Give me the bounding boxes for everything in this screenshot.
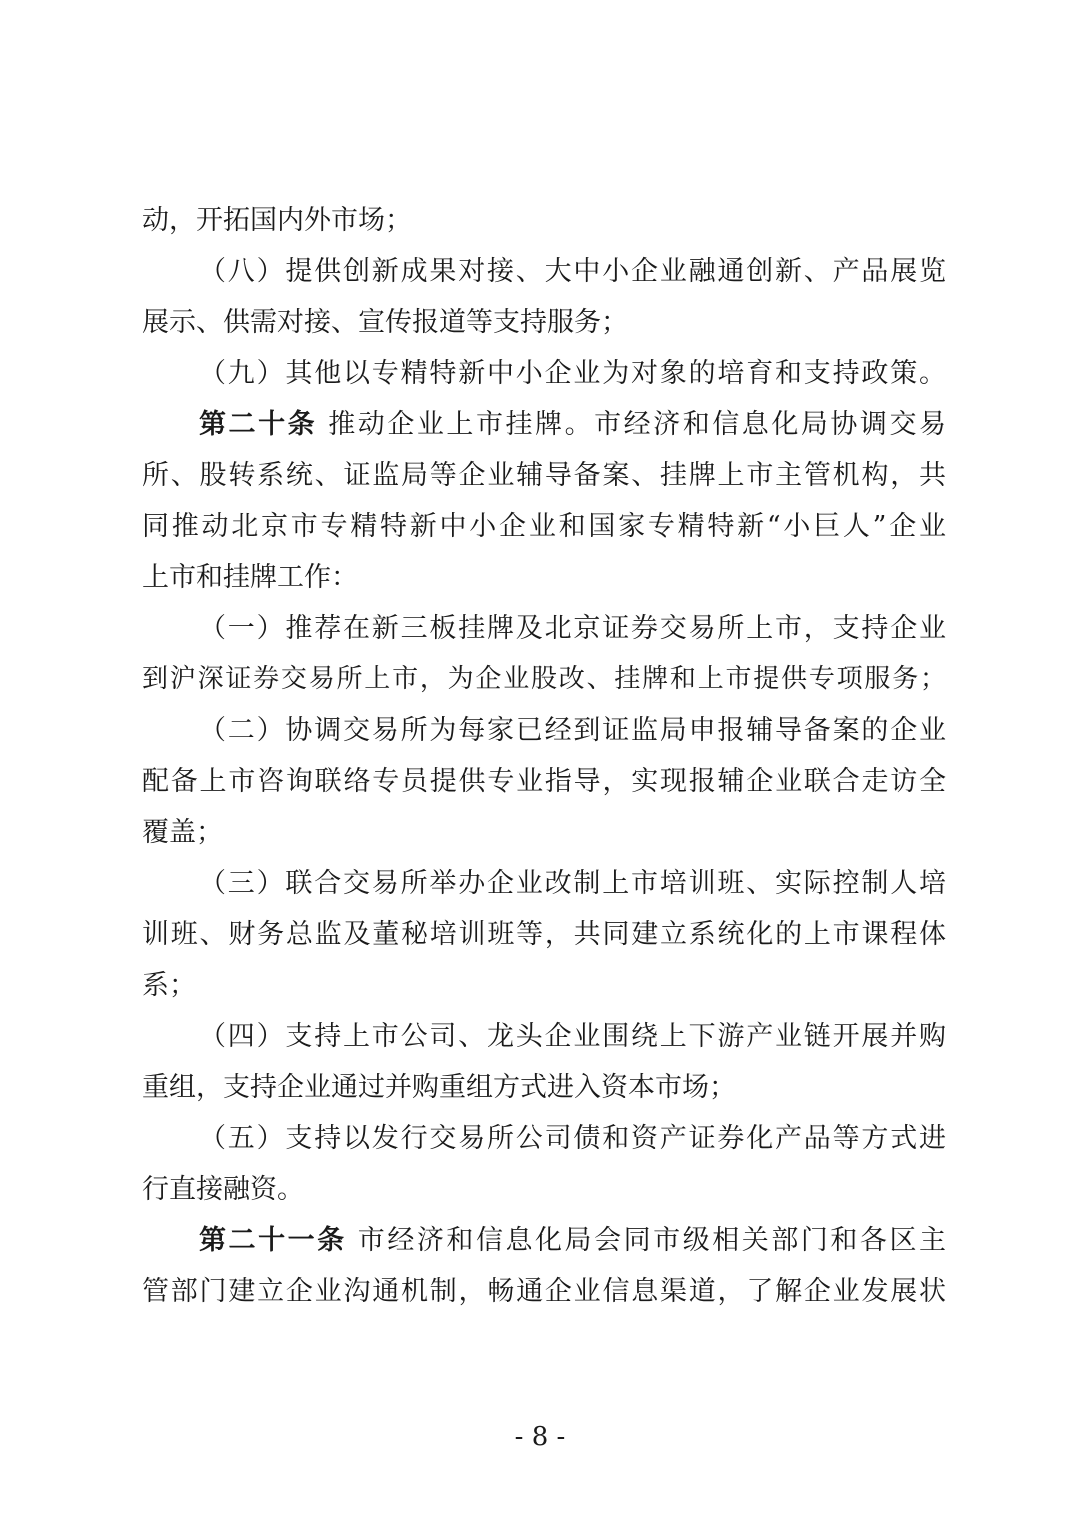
text-line: 系；	[142, 970, 196, 1001]
text-line: 所、股转系统、证监局等企业辅导备案、挂牌上市主管机构，共	[142, 460, 946, 491]
text-line: 上市和挂牌工作：	[142, 562, 358, 593]
article-title: 第二十条	[199, 409, 318, 440]
document-body	[142, 195, 946, 1317]
text-line: 动，开拓国内外市场；	[142, 205, 412, 236]
list-item-8: （八）提供创新成果对接、大中小企业融通创新、产品展览	[199, 256, 946, 287]
text-line: 行直接融资。	[142, 1174, 304, 1205]
list-item-5: （五）支持以发行交易所公司债和资产证券化产品等方式进	[199, 1123, 946, 1154]
article-20-heading-line	[142, 399, 946, 450]
article-text: 推动企业上市挂牌。市经济和信息化局协调交易	[317, 409, 946, 440]
article-title: 第二十一条	[199, 1225, 347, 1256]
list-item-9: （九）其他以专精特新中小企业为对象的培育和支持政策。	[199, 358, 946, 389]
text-line: 到沪深证券交易所上市，为企业股改、挂牌和上市提供专项服务；	[142, 664, 946, 694]
list-item-1: （一）推荐在新三板挂牌及北京证券交易所上市，支持企业	[199, 613, 946, 644]
text-line: 配备上市咨询联络专员提供专业指导，实现报辅企业联合走访全	[142, 766, 946, 797]
text-line: 覆盖；	[142, 817, 223, 848]
article-text: 市经济和信息化局会同市级相关部门和各区主	[346, 1225, 946, 1256]
text-line: 展示、供需对接、宣传报道等支持服务；	[142, 307, 628, 338]
list-item-4: （四）支持上市公司、龙头企业围绕上下游产业链开展并购	[199, 1021, 946, 1052]
list-item-2: （二）协调交易所为每家已经到证监局申报辅导备案的企业	[199, 715, 946, 746]
text-line: 重组，支持企业通过并购重组方式进入资本市场；	[142, 1072, 736, 1103]
text-line: 管部门建立企业沟通机制，畅通企业信息渠道，了解企业发展状	[142, 1276, 946, 1307]
text-line: 同推动北京市专精特新中小企业和国家专精特新“小巨人”企业	[142, 511, 946, 542]
article-21-heading-line	[142, 1215, 946, 1266]
page-number: - 8 -	[514, 1422, 566, 1452]
text-line: 训班、财务总监及董秘培训班等，共同建立系统化的上市课程体	[142, 919, 946, 950]
list-item-3: （三）联合交易所举办企业改制上市培训班、实际控制人培	[199, 868, 946, 899]
